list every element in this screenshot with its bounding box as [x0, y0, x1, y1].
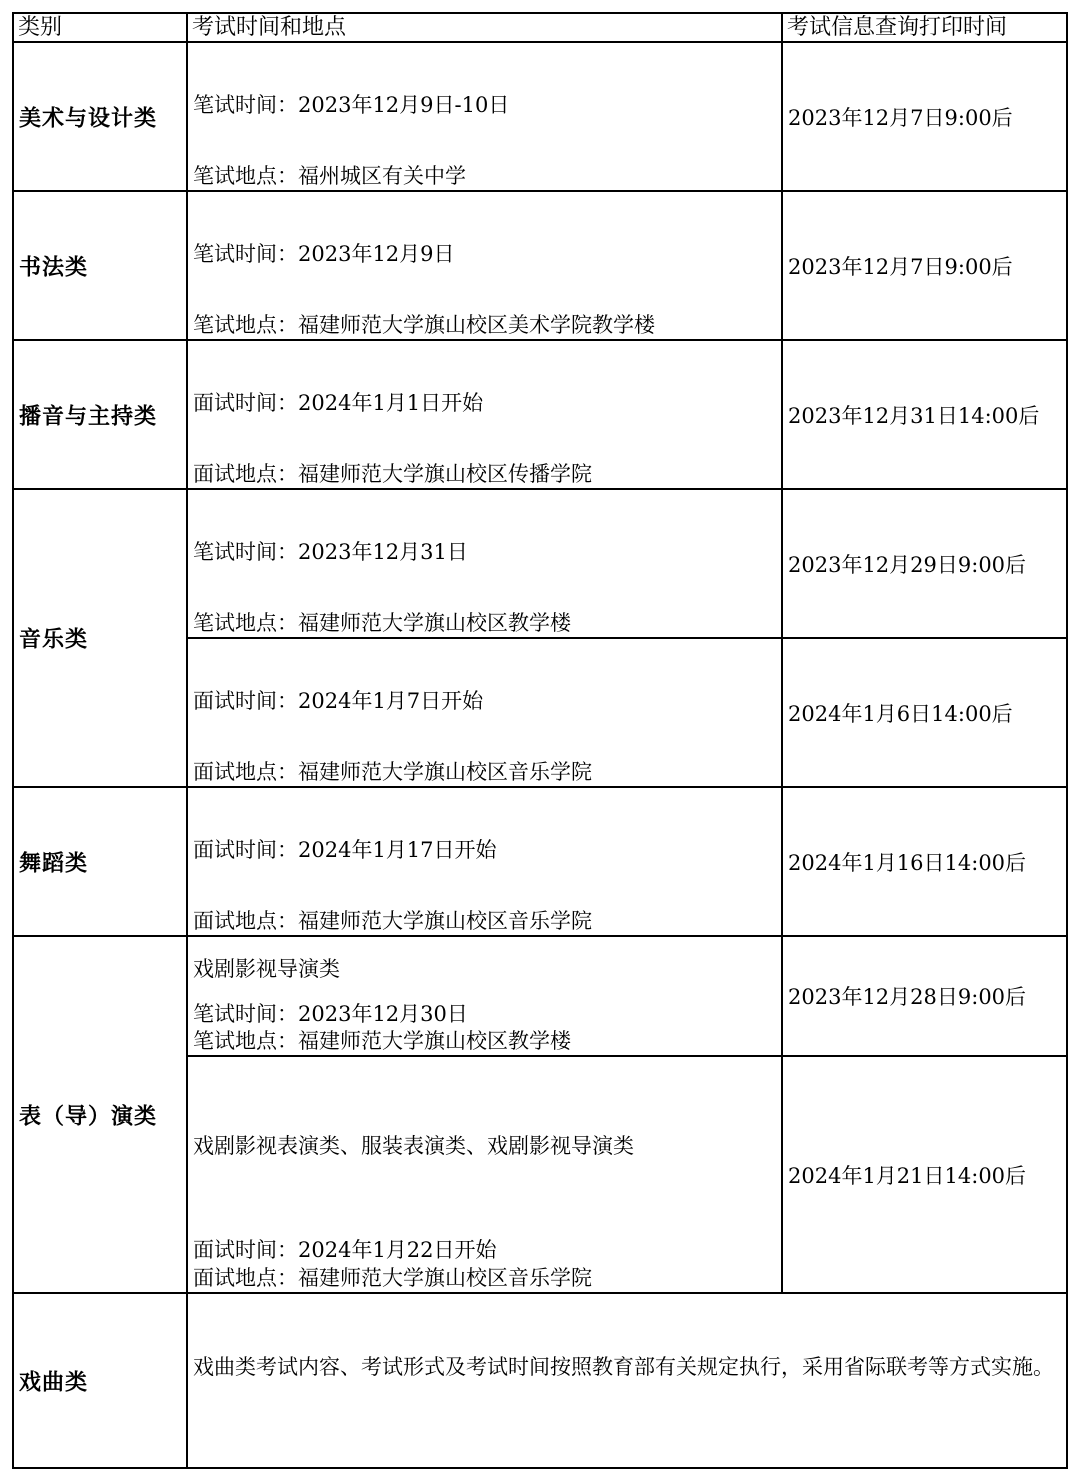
header-exam-time-place: 考试时间和地点: [187, 13, 782, 42]
table-row-music-written: [13, 489, 1067, 638]
exam-place: 笔试地点：福建师范大学旗山校区教学楼: [193, 1029, 571, 1053]
query-cell: [782, 638, 1067, 787]
category-label: 舞蹈类: [19, 851, 89, 876]
exam-place: 笔试地点：福建师范大学旗山校区美术学院教学楼: [193, 313, 655, 337]
exam-time: 笔试时间：2023年12月9日-10日: [193, 93, 510, 117]
exam-cell: [187, 1056, 782, 1293]
exam-time: 面试时间：2024年1月22日开始: [193, 1238, 497, 1262]
query-time: 2024年1月16日14:00后: [788, 850, 1027, 875]
exam-subject: 戏剧影视导演类: [193, 957, 340, 981]
exam-cell: [187, 42, 782, 191]
header-row: [13, 13, 1067, 42]
exam-time: 笔试时间：2023年12月9日: [193, 242, 455, 266]
query-time: 2023年12月29日9:00后: [788, 552, 1027, 577]
query-cell: [782, 191, 1067, 340]
header-query-time: 考试信息查询打印时间: [782, 13, 1067, 42]
exam-cell: [187, 1293, 1067, 1468]
query-time: 2023年12月7日9:00后: [788, 105, 1013, 130]
exam-time: 面试时间：2024年1月1日开始: [193, 391, 484, 415]
query-cell: [782, 42, 1067, 191]
exam-cell: [187, 936, 782, 1056]
query-cell: [782, 489, 1067, 638]
exam-place: 面试地点：福建师范大学旗山校区音乐学院: [193, 760, 592, 784]
category-label: 表（导）演类: [19, 1104, 158, 1129]
category-label: 书法类: [19, 255, 89, 280]
exam-time: 面试时间：2024年1月17日开始: [193, 838, 497, 862]
category-label: 美术与设计类: [19, 106, 158, 131]
exam-time: 面试时间：2024年1月7日开始: [193, 689, 484, 713]
query-cell: [782, 936, 1067, 1056]
query-time: 2024年1月21日14:00后: [788, 1163, 1027, 1188]
header-category: 类别: [13, 13, 187, 42]
query-time: 2024年1月6日14:00后: [788, 701, 1013, 726]
exam-place: 笔试地点：福建师范大学旗山校区教学楼: [193, 611, 571, 635]
category-cell: [13, 191, 187, 340]
table-row-acting-written: [13, 936, 1067, 1056]
exam-schedule-table: [12, 12, 1068, 1469]
category-label: 戏曲类: [19, 1370, 89, 1395]
exam-subject: 戏剧影视表演类、服装表演类、戏剧影视导演类: [193, 1134, 634, 1158]
exam-cell: [187, 340, 782, 489]
category-cell: [13, 936, 187, 1293]
query-cell: [782, 787, 1067, 936]
table-row-broadcast: [13, 340, 1067, 489]
opera-description: 戏曲类考试内容、考试形式及考试时间按照教育部有关规定执行，采用省际联考等方式实施。: [193, 1355, 1054, 1379]
category-cell: [13, 42, 187, 191]
query-time: 2023年12月28日9:00后: [788, 985, 1027, 1009]
exam-cell: [187, 489, 782, 638]
table-row-opera: [13, 1293, 1067, 1468]
exam-place: 面试地点：福建师范大学旗山校区音乐学院: [193, 1266, 592, 1290]
query-time: 2023年12月31日14:00后: [788, 403, 1040, 428]
category-cell: [13, 1293, 187, 1468]
table-row-art: [13, 42, 1067, 191]
table-row-calligraphy: [13, 191, 1067, 340]
query-time: 2023年12月7日9:00后: [788, 254, 1013, 279]
exam-time: 笔试时间：2023年12月31日: [193, 540, 468, 564]
exam-cell: [187, 787, 782, 936]
category-label: 音乐类: [19, 627, 89, 653]
exam-time: 笔试时间：2023年12月30日: [193, 1002, 468, 1026]
exam-cell: [187, 638, 782, 787]
exam-cell: [187, 191, 782, 340]
category-cell: [13, 787, 187, 936]
category-cell: [13, 489, 187, 787]
query-cell: [782, 340, 1067, 489]
query-cell: [782, 1056, 1067, 1293]
exam-place: 面试地点：福建师范大学旗山校区传播学院: [193, 462, 592, 486]
category-cell: [13, 340, 187, 489]
exam-place: 面试地点：福建师范大学旗山校区音乐学院: [193, 909, 592, 933]
exam-place: 笔试地点：福州城区有关中学: [193, 164, 466, 188]
category-label: 播音与主持类: [19, 404, 158, 429]
table-row-dance: [13, 787, 1067, 936]
